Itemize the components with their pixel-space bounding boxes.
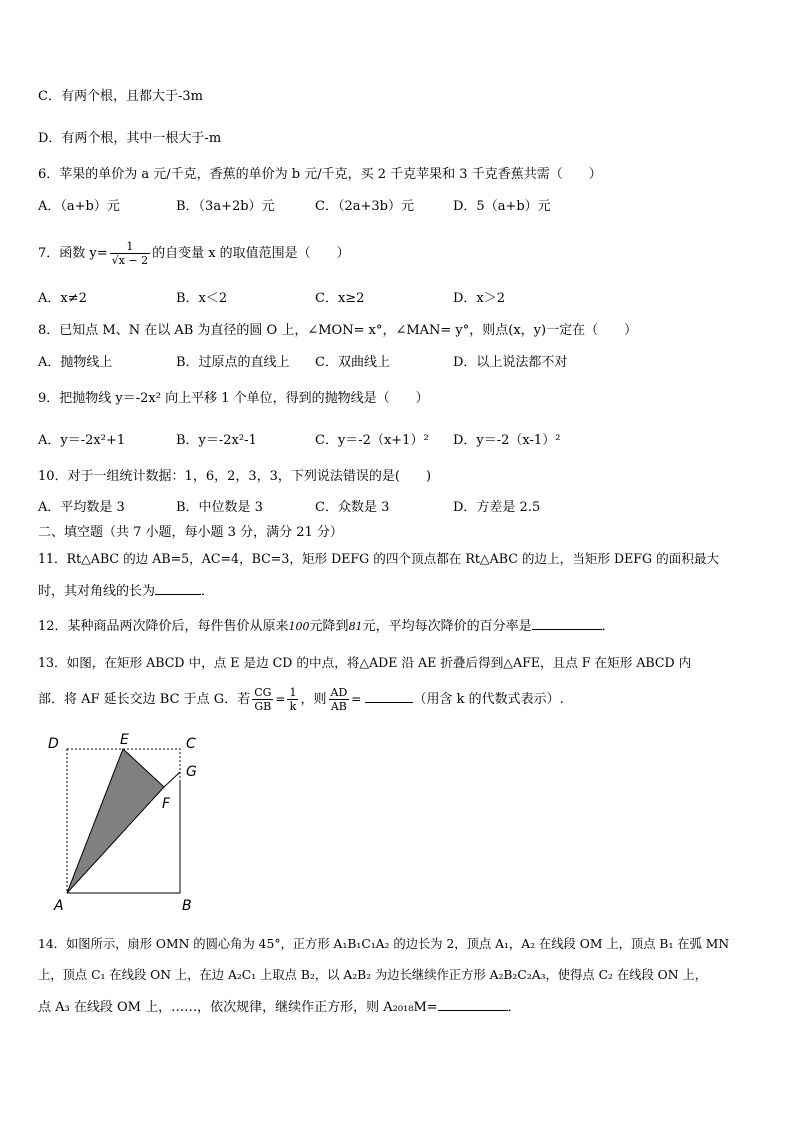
- q7-stem-pre: 7．函数 y=: [38, 246, 108, 261]
- q6-option-d: D．5（a+b）元: [453, 199, 551, 214]
- q13-equals-2: =: [351, 692, 362, 706]
- q13-equals: =: [275, 692, 286, 706]
- q9-option-a: A．y＝-2x²+1: [38, 433, 126, 448]
- q11-answer-blank[interactable]: [155, 582, 201, 595]
- q12-answer-blank[interactable]: [532, 617, 602, 630]
- q10-option-a: A．平均数是 3: [38, 500, 125, 515]
- q9-stem: 9．把抛物线 y＝-2x² 向上平移 1 个单位，得到的抛物线是（ ）: [38, 391, 429, 406]
- q7-fraction: [110, 240, 150, 267]
- q13-figure: [40, 728, 220, 918]
- q8-option-d: D．以上说法都不对: [453, 355, 568, 370]
- q9-option-b: B．y＝-2x²-1: [176, 433, 257, 448]
- q10-option-d: D．方差是 2.5: [453, 500, 541, 515]
- q13-f1-den: GB: [254, 700, 272, 713]
- q12-value-2: 81: [348, 620, 363, 633]
- q9-option-d: D．y＝-2（x-1）²: [453, 433, 561, 448]
- q7-stem-post: 的自变量 x 的取值范围是（ ）: [152, 246, 350, 261]
- q13-frac-1-k: [287, 686, 298, 713]
- q6-option-b: B．（3a+2b）元: [176, 199, 275, 214]
- q14-line-1: 14．如图所示，扇形 OMN 的圆心角为 45°，正方形 A₁B₁C₁A₂ 的边长为 2，顶点 A₁，A₂ 在线段 OM 上，顶点 B₁ 在弧 MN: [38, 937, 730, 951]
- q14-line-2: 上，顶点 C₁ 在线段 ON 上，在边 A₂C₁ 上取点 B₂，以 A₂B₂ 为边长继续作正方形 A₂B₂C₂A₃，使得点 C₂ 在线段 ON 上，: [38, 968, 707, 982]
- q13-f2-num: 1: [289, 686, 297, 699]
- q11-line-2-text: 时，其对角线的长为: [38, 584, 156, 599]
- q12-post: 元，平均每次降价的百分率是: [362, 619, 532, 634]
- q10-stem: 10．对于一组统计数据：1，6，2，3，3，下列说法错误的是( ): [38, 469, 432, 484]
- q8-stem: 8．已知点 M、N 在以 AB 为直径的圆 O 上，∠MON= x°，∠MAN= y°，则点(x，y)一定在（ ）: [38, 323, 638, 338]
- q14-answer-blank[interactable]: [438, 998, 508, 1011]
- q13-line-2: [38, 681, 564, 718]
- label-d: D: [48, 736, 59, 752]
- q8-option-a: A．抛物线上: [38, 355, 113, 370]
- q7-frac-num: 1: [110, 240, 150, 254]
- q11-end: ．: [201, 584, 215, 599]
- q6-stem: 6．苹果的单价为 a 元/千克，香蕉的单价为 b 元/千克，买 2 千克苹果和 3 千克香蕉共需（ ）: [38, 167, 602, 182]
- label-c: C: [186, 736, 196, 752]
- q11-line-2: [38, 582, 214, 600]
- q8-option-c: C．双曲线上: [315, 355, 390, 370]
- q7-option-b: B．x＜2: [176, 291, 228, 306]
- label-b: B: [182, 898, 192, 914]
- label-a: A: [54, 898, 64, 914]
- q14-line-3-text: 点 A₃ 在线段 OM 上，……，依次规律，继续作正方形，则 A₂₀₁₈M=: [38, 1000, 438, 1015]
- q13-f1-num: CG: [254, 686, 272, 699]
- q13-frac-cg-gb: [252, 686, 273, 713]
- q5-option-c: C．有两个根，且都大于-3m: [38, 89, 203, 104]
- q8-option-b: B．过原点的直线上: [176, 355, 290, 370]
- q13-f2-den: k: [289, 700, 297, 713]
- label-f: F: [162, 796, 171, 812]
- q6-option-c: C．（2a+3b）元: [315, 199, 414, 214]
- q5-option-d: D．有两个根，其中一根大于-m: [38, 131, 222, 146]
- q12-stem: [38, 617, 615, 635]
- q13-line-1: 13．如图，在矩形 ABCD 中，点 E 是边 CD 的中点，将△ADE 沿 AE 折叠后得到△AFE，且点 F 在矩形 ABCD 内: [38, 655, 692, 670]
- label-e: E: [120, 732, 129, 748]
- q13-f3-num: AD: [330, 686, 348, 699]
- q7-stem: [38, 235, 350, 273]
- q12-value-1: 100: [288, 620, 310, 633]
- q14-end: ．: [507, 1000, 521, 1015]
- segment-fg: [164, 772, 180, 787]
- q10-option-b: B．中位数是 3: [176, 500, 263, 515]
- q13-l2a: 部．将 AF 延长交边 BC 于点 G．若: [38, 692, 251, 707]
- q12-mid: 元降到: [309, 619, 349, 634]
- q13-l2c: （用含 k 的代数式表示）.: [413, 692, 564, 707]
- q13-f3-den: AB: [330, 700, 347, 713]
- q12-end: ．: [601, 619, 615, 634]
- q7-option-c: C．x≥2: [315, 291, 365, 306]
- q13-answer-blank[interactable]: [365, 690, 413, 703]
- q6-option-a: A．（a+b）元: [38, 199, 120, 214]
- q14-line-3: [38, 998, 521, 1016]
- q7-frac-den: √x − 2: [111, 254, 149, 267]
- q13-l2b: ，则: [300, 692, 327, 707]
- section-2-heading: 二、填空题（共 7 小题，每小题 3 分，满分 21 分）: [38, 525, 343, 540]
- q9-option-c: C．y＝-2（x+1）²: [315, 433, 429, 448]
- q11-line-1: 11．Rt△ABC 的边 AB=5，AC=4，BC=3，矩形 DEFG 的四个顶点都在 Rt△ABC 的边上，当矩形 DEFG 的面积最大: [38, 551, 720, 566]
- label-g: G: [186, 764, 197, 780]
- q7-option-a: A．x≠2: [38, 291, 87, 306]
- q12-pre: 12．某种商品两次降价后，每件售价从原来: [38, 619, 289, 634]
- q7-option-d: D．x＞2: [453, 291, 506, 306]
- q10-option-c: C．众数是 3: [315, 500, 390, 515]
- q13-frac-ad-ab: [329, 686, 350, 713]
- triangle-afe-shaded: [67, 749, 164, 893]
